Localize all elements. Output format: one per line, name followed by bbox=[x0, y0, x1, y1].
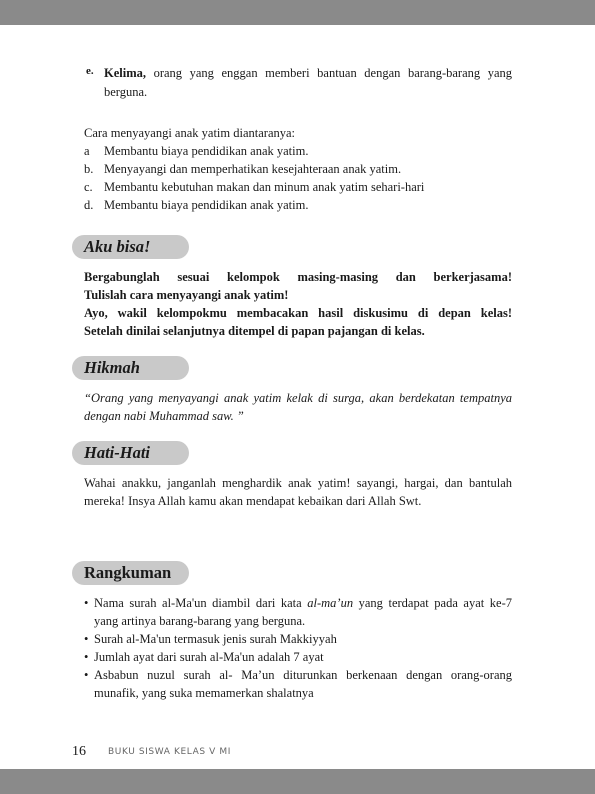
aku-bisa-instructions bbox=[84, 268, 512, 340]
list-item-text bbox=[104, 64, 512, 102]
list-marker: a bbox=[84, 144, 90, 158]
section-heading-label: Hikmah bbox=[84, 358, 140, 377]
summary-text: Jumlah ayat dari surah al-Ma'un adalah 7 ayat bbox=[94, 650, 324, 664]
instruction-line: Ayo, wakil kelompokmu membacakan hasil diskusimu di depan kelas! bbox=[84, 306, 512, 320]
ways-intro: Cara menyayangi anak yatim diantaranya: bbox=[84, 126, 296, 140]
page-number: 16 bbox=[72, 744, 86, 759]
list-marker: d. bbox=[84, 198, 94, 212]
summary-text-end: yang terdapat pada ayat ke-7 yang artinya barang-barang yang berguna. bbox=[94, 596, 512, 628]
hati-hati-text: Wahai anakku, janganlah menghardik anak yatim! sayangi, hargai, dan bantulah mereka! Insya Allah kamu akan mendapat kebaikan dari Allah Swt. bbox=[84, 476, 512, 508]
bullet-marker: • bbox=[84, 650, 89, 664]
list-item bbox=[84, 630, 512, 648]
list-item bbox=[84, 160, 512, 178]
list-item-text: Menyayangi dan memperhatikan kesejahteraan anak yatim. bbox=[104, 162, 402, 176]
list-item bbox=[84, 142, 512, 160]
summary-list bbox=[84, 594, 512, 702]
list-item-lead: Kelima, bbox=[104, 66, 147, 80]
list-item-e bbox=[86, 64, 512, 102]
summary-text: Nama surah al-Ma'un diambil dari kata bbox=[94, 596, 308, 610]
section-heading-aku-bisa bbox=[72, 235, 189, 259]
summary-term: al-ma’un bbox=[307, 596, 354, 610]
list-item-body: orang yang enggan memberi bantuan dengan barang-barang yang berguna. bbox=[104, 66, 512, 99]
hikmah-quote: “Orang yang menyayangi anak yatim kelak di surga, akan berdekatan tempatnya dengan nabi Muhammad saw. ” bbox=[84, 391, 512, 423]
list-item bbox=[84, 594, 512, 630]
section-heading-hikmah bbox=[72, 356, 189, 380]
bullet-marker: • bbox=[84, 632, 89, 646]
ways-list bbox=[84, 142, 512, 214]
section-heading-label: Aku bisa! bbox=[84, 237, 151, 256]
section-heading-label: Hati-Hati bbox=[84, 443, 150, 462]
summary-text: Surah al-Ma'un termasuk jenis surah Makkiyyah bbox=[94, 632, 337, 646]
section-heading-label: Rangkuman bbox=[84, 563, 172, 582]
list-marker: c. bbox=[84, 180, 93, 194]
summary-text: Asbabun nuzul surah al- Ma’un diturunkan berkenaan dengan orang-orang munafik, yang suka memamerkan shalatnya bbox=[94, 668, 512, 700]
list-item-text: Membantu biaya pendidikan anak yatim. bbox=[104, 144, 309, 158]
section-heading-hati-hati bbox=[72, 441, 189, 465]
instruction-line: Setelah dinilai selanjutnya ditempel di papan pajangan di kelas. bbox=[84, 324, 425, 338]
page-footer bbox=[72, 742, 372, 762]
book-title: BUKU SISWA KELAS V MI bbox=[108, 747, 231, 757]
bullet-marker: • bbox=[84, 668, 89, 682]
bullet-marker: • bbox=[84, 596, 89, 610]
list-marker: e. bbox=[86, 65, 94, 77]
list-item bbox=[84, 648, 512, 666]
bottom-band bbox=[0, 769, 595, 794]
top-band bbox=[0, 0, 595, 25]
instruction-line: Tulislah cara menyayangi anak yatim! bbox=[84, 288, 289, 302]
list-item-text: Membantu kebutuhan makan dan minum anak yatim sehari-hari bbox=[104, 180, 425, 194]
list-item bbox=[84, 196, 512, 214]
instruction-line: Bergabunglah sesuai kelompok masing-masing dan berkerjasama! bbox=[84, 270, 512, 284]
list-item bbox=[84, 666, 512, 702]
list-item bbox=[84, 178, 512, 196]
section-heading-rangkuman bbox=[72, 561, 189, 585]
list-marker: b. bbox=[84, 162, 94, 176]
list-item-text: Membantu biaya pendidikan anak yatim. bbox=[104, 198, 309, 212]
